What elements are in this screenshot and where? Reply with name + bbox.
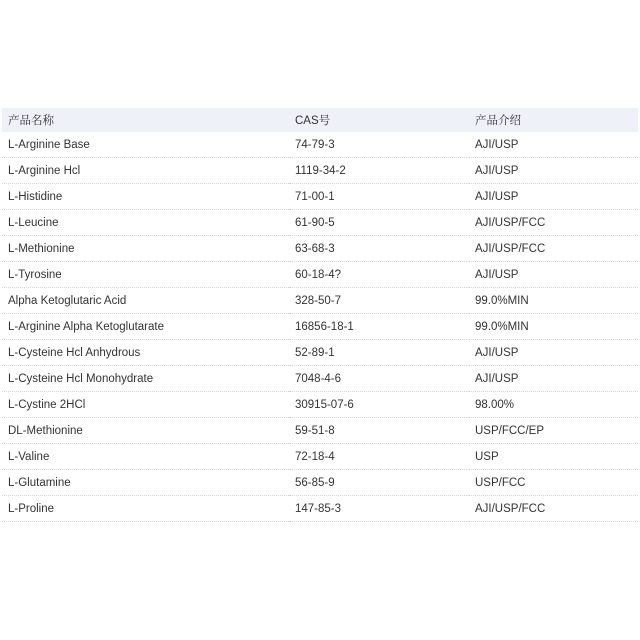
- table-row: [2, 210, 638, 236]
- table-row: [2, 132, 638, 158]
- cell-product-name: L-Arginine Hcl: [2, 158, 289, 184]
- cell-product-intro: AJI/USP: [469, 340, 638, 366]
- cell-cas-number: 71-00-1: [289, 184, 469, 210]
- cell-product-name: L-Leucine: [2, 210, 289, 236]
- cell-cas-number: 16856-18-1: [289, 314, 469, 340]
- cell-product-intro: 99.0%MIN: [469, 314, 638, 340]
- cell-product-name: L-Arginine Base: [2, 132, 289, 158]
- cell-product-name: DL-Methionine: [2, 418, 289, 444]
- table-row: [2, 366, 638, 392]
- cell-product-intro: 99.0%MIN: [469, 288, 638, 314]
- cell-product-name: L-Methionine: [2, 236, 289, 262]
- cell-product-intro: USP: [469, 444, 638, 470]
- table-row: [2, 184, 638, 210]
- table-row: [2, 236, 638, 262]
- cell-product-intro: 98.00%: [469, 392, 638, 418]
- cell-cas-number: 1119-34-2: [289, 158, 469, 184]
- cell-product-intro: USP/FCC: [469, 470, 638, 496]
- cell-product-name: L-Cystine 2HCl: [2, 392, 289, 418]
- cell-product-name: Alpha Ketoglutaric Acid: [2, 288, 289, 314]
- cell-cas-number: 30915-07-6: [289, 392, 469, 418]
- cell-cas-number: 60-18-4?: [289, 262, 469, 288]
- cell-product-name: L-Valine: [2, 444, 289, 470]
- cell-product-name: L-Cysteine Hcl Anhydrous: [2, 340, 289, 366]
- table-row: [2, 262, 638, 288]
- cell-product-intro: AJI/USP: [469, 158, 638, 184]
- header-product-name: 产品名称: [8, 115, 54, 127]
- header-cas-number: CAS号: [295, 115, 331, 127]
- table-header-row: [2, 108, 638, 132]
- cell-cas-number: 52-89-1: [289, 340, 469, 366]
- cell-product-intro: USP/FCC/EP: [469, 418, 638, 444]
- cell-product-name: L-Glutamine: [2, 470, 289, 496]
- cell-cas-number: 72-18-4: [289, 444, 469, 470]
- cell-product-intro: AJI/USP/FCC: [469, 236, 638, 262]
- header-product-intro: 产品介绍: [475, 115, 521, 127]
- cell-cas-number: 74-79-3: [289, 132, 469, 158]
- cell-product-intro: AJI/USP: [469, 184, 638, 210]
- cell-cas-number: 61-90-5: [289, 210, 469, 236]
- cell-product-intro: AJI/USP/FCC: [469, 210, 638, 236]
- cell-cas-number: 56-85-9: [289, 470, 469, 496]
- table-row: [2, 496, 638, 522]
- cell-cas-number: 63-68-3: [289, 236, 469, 262]
- table-row: [2, 314, 638, 340]
- table-row: [2, 470, 638, 496]
- table-row: [2, 340, 638, 366]
- cell-cas-number: 7048-4-6: [289, 366, 469, 392]
- table-row: [2, 392, 638, 418]
- cell-product-name: L-Cysteine Hcl Monohydrate: [2, 366, 289, 392]
- table-row: [2, 288, 638, 314]
- cell-product-name: L-Tyrosine: [2, 262, 289, 288]
- table-row: [2, 158, 638, 184]
- table-row: [2, 418, 638, 444]
- table-row: [2, 444, 638, 470]
- cell-product-intro: AJI/USP: [469, 262, 638, 288]
- cell-product-name: L-Arginine Alpha Ketoglutarate: [2, 314, 289, 340]
- cell-product-intro: AJI/USP: [469, 132, 638, 158]
- product-table-container: [2, 108, 638, 522]
- cell-cas-number: 59-51-8: [289, 418, 469, 444]
- cell-product-name: L-Proline: [2, 496, 289, 522]
- cell-product-intro: AJI/USP: [469, 366, 638, 392]
- cell-product-name: L-Histidine: [2, 184, 289, 210]
- cell-cas-number: 147-85-3: [289, 496, 469, 522]
- cell-cas-number: 328-50-7: [289, 288, 469, 314]
- cell-product-intro: AJI/USP/FCC: [469, 496, 638, 522]
- product-table: [2, 108, 638, 522]
